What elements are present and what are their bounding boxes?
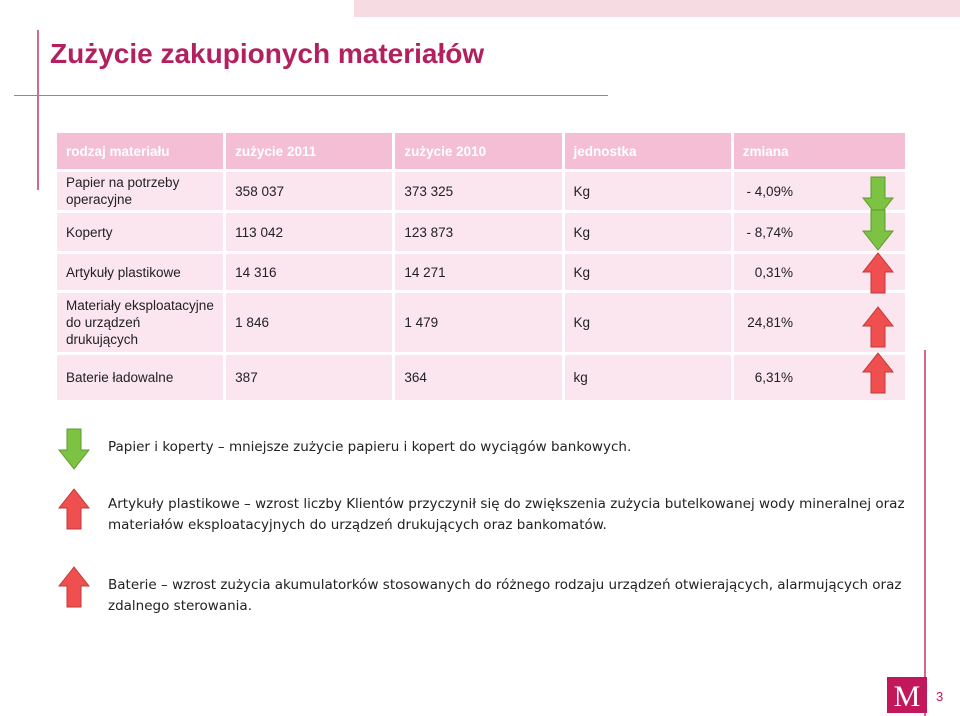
- col-header-material: rodzaj materiału: [57, 133, 223, 169]
- table-row: [57, 172, 905, 210]
- arrow-down-icon: [862, 209, 894, 251]
- note-plastics: Artykuły plastikowe – wzrost liczby Klientów przyczynił się do zwiększenia zużycia butelkowanej wody mineralnej oraz materiałów eksploatacyjnych do urządzeń drukujących oraz bankomatów.: [108, 496, 905, 533]
- page-number: 3: [936, 689, 944, 704]
- cell-unit: Kg: [565, 172, 731, 210]
- table-row: [57, 355, 905, 400]
- cell-2011: 387: [226, 355, 392, 400]
- col-header-unit: jednostka: [565, 133, 731, 169]
- table-header-row: [57, 133, 905, 169]
- cell-material: Koperty: [57, 213, 223, 251]
- col-header-2010: zużycie 2010: [395, 133, 561, 169]
- arrow-up-icon: [862, 306, 894, 348]
- arrow-up-icon: [58, 566, 90, 608]
- cell-unit: kg: [565, 355, 731, 400]
- arrow-up-icon: [862, 352, 894, 394]
- cell-2011: 14 316: [226, 254, 392, 290]
- company-logo: [887, 677, 927, 713]
- page-title: Zużycie zakupionych materiałów: [50, 38, 485, 69]
- cell-unit: Kg: [565, 213, 731, 251]
- note-batteries: Baterie – wzrost zużycia akumulatorków stosowanych do różnego rodzaju urządzeń otwierających, alarmujących oraz zdalnego sterowania.: [108, 577, 902, 614]
- arrow-up-icon: [58, 488, 90, 530]
- cell-change: - 8,74%: [734, 213, 905, 251]
- right-accent-line: [924, 350, 926, 716]
- cell-2010: 123 873: [395, 213, 561, 251]
- title-underline: [14, 95, 608, 96]
- cell-material: Artykuły plastikowe: [57, 254, 223, 290]
- cell-2010: 373 325: [395, 172, 561, 210]
- table-row: [57, 213, 905, 251]
- cell-2011: 358 037: [226, 172, 392, 210]
- note-paper-envelopes: Papier i koperty – mniejsze zużycie papieru i kopert do wyciągów bankowych.: [108, 439, 632, 455]
- table-row: [57, 254, 905, 290]
- col-header-2011: zużycie 2011: [226, 133, 392, 169]
- cell-change: 0,31%: [734, 254, 905, 290]
- cell-unit: Kg: [565, 254, 731, 290]
- top-accent-bar: [354, 0, 960, 17]
- arrow-up-icon: [862, 252, 894, 294]
- cell-material: Baterie ładowalne: [57, 355, 223, 400]
- left-accent-line: [37, 30, 39, 190]
- cell-2010: 364: [395, 355, 561, 400]
- cell-material: Papier na potrzeby operacyjne: [57, 172, 223, 210]
- cell-change: - 4,09%: [734, 172, 905, 210]
- cell-2010: 1 479: [395, 293, 561, 352]
- cell-2010: 14 271: [395, 254, 561, 290]
- cell-2011: 1 846: [226, 293, 392, 352]
- col-header-change: zmiana: [734, 133, 905, 169]
- cell-2011: 113 042: [226, 213, 392, 251]
- cell-change: 6,31%: [734, 355, 905, 400]
- cell-change: 24,81%: [734, 293, 905, 352]
- arrow-down-icon: [58, 428, 90, 470]
- cell-unit: Kg: [565, 293, 731, 352]
- materials-table: [54, 130, 908, 403]
- cell-material: Materiały eksploatacyjne do urządzeń drukujących: [57, 293, 223, 352]
- table-row: [57, 293, 905, 352]
- logo-letter: M: [893, 680, 921, 713]
